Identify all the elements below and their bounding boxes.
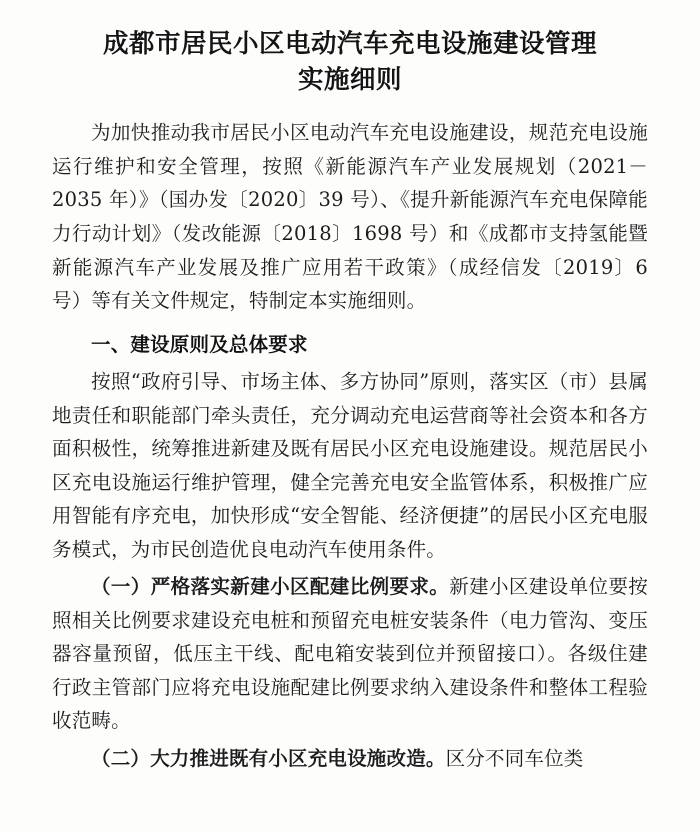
clause-two-paragraph <box>52 742 648 776</box>
clause-one-lead: （一）严格落实新建小区配建比例要求。 <box>91 575 450 599</box>
document-body <box>52 116 648 775</box>
clause-one-text: 新建小区建设单位要按照相关比例要求建设充电桩和预留充电桩安装条件（电力管沟、变压器容量预留，低压主干线、配电箱安装到位并预留接口）。各级住建行政主管部门应将充电设施配建比例要求纳入建设条件和整体工程验收范畴。 <box>52 575 648 733</box>
page-title <box>52 26 648 98</box>
section-heading-one: 一、建设原则及总体要求 <box>91 332 308 356</box>
principles-paragraph: 按照“政府引导、市场主体、多方协同”原则，落实区（市）县属地责任和职能部门牵头责任，充分调动充电运营商等社会资本和各方面积极性，统筹推进新建及既有居民小区充电设施建设。规范居民小区充电设施运行维护管理，健全完善充电安全监管体系，积极推广应用智能有序充电，加快形成“安全智能、经济便捷”的居民小区充电服务模式，为市民创造优良电动汽车使用条件。 <box>52 370 648 561</box>
clause-one-paragraph <box>52 570 648 738</box>
page-title-line-2: 实施细则 <box>297 65 402 96</box>
clause-two-text: 区分不同车位类 <box>445 746 584 770</box>
page-title-line-1: 成都市居民小区电动汽车充电设施建设管理 <box>102 29 597 59</box>
clause-two-lead: （二）大力推进既有小区充电设施改造。 <box>91 746 446 770</box>
preamble-paragraph: 为加快推动我市居民小区电动汽车充电设施建设，规范充电设施运行维护和安全管理，按照《新能源汽车产业发展规划（2021－2035 年）》（国办发〔2020〕39 号）、《提升新能源汽车充电保障能力行动计划》（发改能源〔2018〕1698 号）和《成都市支持氢能暨新能源汽车产业发展及推广应用若干政策》（成经信发〔2019〕6 号）等有关文件规定，特制定本实施细则。 <box>52 121 648 313</box>
